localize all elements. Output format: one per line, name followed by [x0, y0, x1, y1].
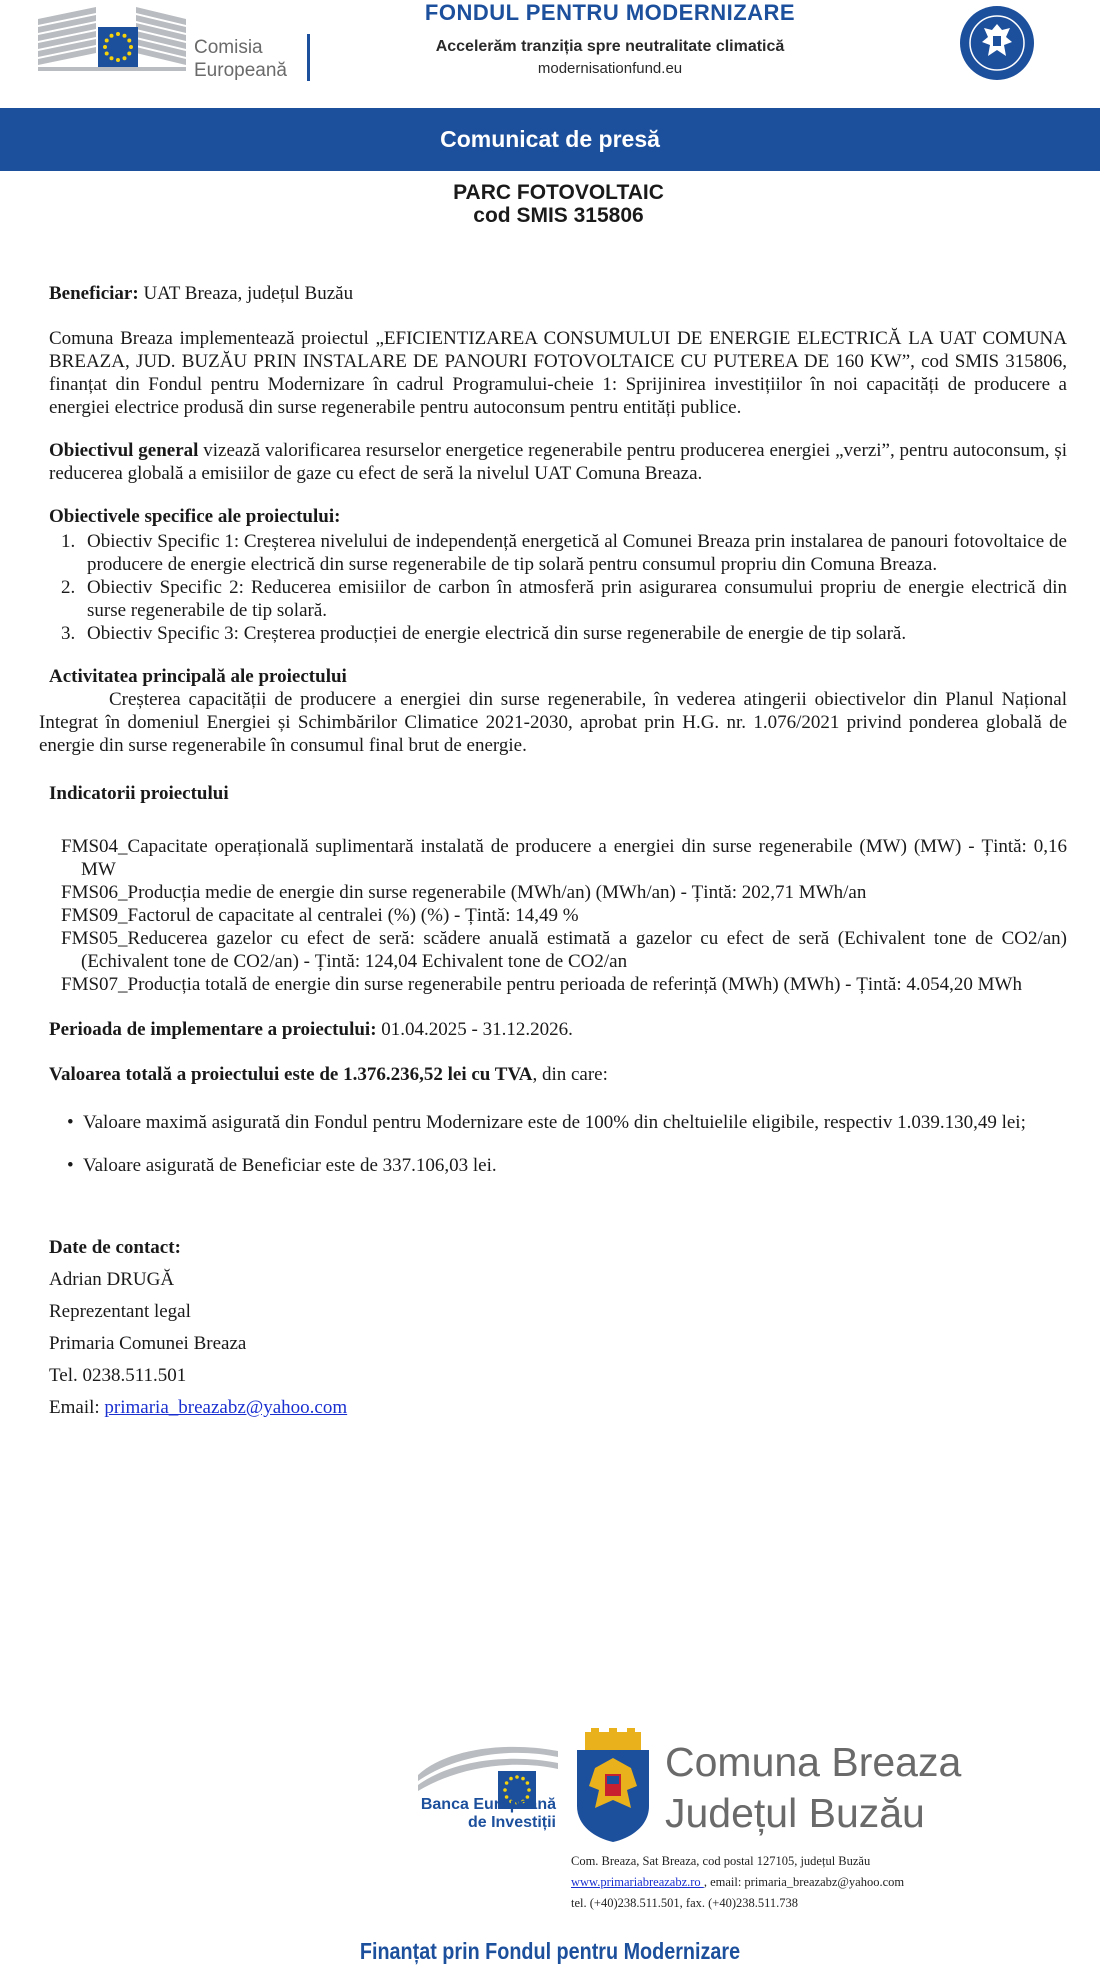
- implementation-period-value: 01.04.2025 - 31.12.2026.: [376, 1019, 573, 1040]
- list-item-text: Valoare maximă asigurată din Fondul pentru Modernizare este de 100% din cheltuielile eligibile, respectiv 1.039.130,49 lei;: [83, 1112, 1026, 1133]
- indicators-list: [49, 835, 1067, 996]
- beneficiary-label: Beneficiar:: [49, 283, 139, 304]
- list-item: [49, 1111, 1067, 1134]
- footer-address-block: [571, 1851, 904, 1914]
- implementation-period-label: Perioada de implementare a proiectului:: [49, 1019, 377, 1040]
- bullet-icon: •: [67, 1155, 74, 1176]
- indicator-item: FMS09_Factorul de capacitate al centralei (%) (%) - Țintă: 14,49 %: [61, 905, 579, 926]
- footer-website-link[interactable]: www.primariabreazabz.ro: [571, 1875, 704, 1889]
- list-item: [49, 530, 1067, 576]
- document-body: [39, 282, 1067, 1424]
- indicator-item: FMS07_Producția totală de energie din surse regenerabile pentru perioada de referință (MWh) (MWh) - Țintă: 4.054,20 MWh: [61, 974, 1022, 995]
- list-item-text: Valoare asigurată de Beneficiar este de 337.106,03 lei.: [83, 1155, 497, 1176]
- contact-name: Adrian DRUGĂ: [49, 1269, 175, 1290]
- funded-by-line: Finanțat prin Fondul pentru Modernizare: [359, 1938, 741, 1964]
- contact-email-link[interactable]: primaria_breazabz@yahoo.com: [104, 1397, 348, 1418]
- footer-web-email: [571, 1872, 904, 1893]
- contact-heading-text: Date de contact:: [49, 1237, 181, 1258]
- main-activity-text: Creșterea capacității de producere a energiei din surse regenerabile, în vederea atingerii obiectivelor din Planul Național Integrat în domeniul Energiei și Schimbărilor Climatice 2021-2030, aprobat prin H.G. nr. 1.076/2021 privind ponderea globală de energie din surse regenerabile în consumul final brut de energie.: [39, 689, 1067, 756]
- contact-institution: Primaria Comunei Breaza: [49, 1333, 247, 1354]
- title-line1: PARC FOTOVOLTAIC: [453, 181, 664, 204]
- specific-objectives-heading-text: Obiectivele specifice ale proiectului:: [49, 506, 341, 527]
- footer-email: , email: primaria_breazabz@yahoo.com: [703, 1875, 905, 1889]
- specific-objectives-list: [49, 530, 1067, 645]
- beneficiary: [49, 282, 1067, 305]
- modernisation-fund-title: FONDUL PENTRU MODERNIZARE: [424, 0, 796, 25]
- total-value: [49, 1063, 1067, 1086]
- press-release-banner: Comunicat de presă: [0, 108, 1100, 171]
- implementation-period: [49, 1018, 1067, 1041]
- list-item-text: Obiectiv Specific 3: Creșterea producției de energie electrică din surse regenerabile de energie de tip solară.: [87, 623, 907, 644]
- indicators-heading-text: Indicatorii proiectului: [49, 783, 229, 804]
- general-objective: [49, 439, 1067, 485]
- ec-name-line1: Comisia: [194, 37, 263, 58]
- list-item-text: Obiectiv Specific 2: Reducerea emisiilor de carbon în atmosferă prin asigurarea consumului propriu de energie electrică din surse regenerabile de tip solară.: [87, 577, 1067, 621]
- contact-block: [49, 1232, 1067, 1424]
- bullet-icon: •: [67, 1112, 74, 1133]
- indicator-item: FMS06_Producția medie de energie din surse regenerabile (MWh/an) (MWh/an) - Țintă: 202,71 MWh/an: [61, 882, 867, 903]
- general-objective-label: Obiectivul general: [49, 440, 199, 461]
- contact-email-label: Email:: [49, 1397, 105, 1418]
- european-commission-name: [194, 36, 287, 82]
- commune-name-line2: Județul Buzău: [665, 1790, 925, 1836]
- specific-objectives-heading: [49, 505, 1067, 528]
- contact-phone: Tel. 0238.511.501: [49, 1365, 187, 1386]
- breaza-coat-of-arms: [573, 1728, 653, 1843]
- total-value-label: Valoarea totală a proiectului este de 1.376.236,52 lei cu TVA: [49, 1064, 533, 1085]
- commune-name-line1: Comuna Breaza: [665, 1739, 962, 1785]
- contact-email: [49, 1392, 1067, 1424]
- commune-name: [665, 1737, 961, 1839]
- main-activity-heading-text: Activitatea principală ale proiectului: [49, 666, 347, 687]
- document-title: [0, 181, 1100, 227]
- list-item: [49, 576, 1067, 622]
- main-activity-heading: [49, 665, 1067, 688]
- list-item-number: 3.: [61, 623, 76, 644]
- title-line2: cod SMIS 315806: [473, 204, 644, 227]
- footer-address: Com. Breaza, Sat Breaza, cod postal 127105, județul Buzău: [571, 1854, 871, 1868]
- beneficiary-value: UAT Breaza, județul Buzău: [138, 283, 354, 304]
- modernisation-fund-tagline: Accelerăm tranziția spre neutralitate climatică: [435, 38, 785, 55]
- intro-paragraph: Comuna Breaza implementează proiectul „EFICIENTIZAREA CONSUMULUI DE ENERGIE ELECTRICĂ LA UAT COMUNA BREAZA, JUD. BUZĂU PRIN INSTALARE DE PANOURI FOTOVOLTAICE CU PUTEREA DE 160 KW”, cod SMIS 315806, finanțat din Fondul pentru Modernizare în cadrul Programului-cheie 1: Sprijinirea investițiilor în noi capacități de producere a energiei electrice produsă din surse regenerabile pentru autoconsum pentru entități publice.: [49, 328, 1067, 418]
- list-item: [49, 622, 1067, 645]
- footer-phones: tel. (+40)238.511.501, fax. (+40)238.511.738: [571, 1896, 799, 1910]
- value-breakdown-list: [49, 1111, 1067, 1177]
- contact-heading: [49, 1232, 1067, 1264]
- list-item-text: Obiectiv Specific 1: Creșterea nivelului de independență energetică al Comunei Breaza prin instalarea de panouri fotovoltaice de producere de energie electrică din surse regenerabile de tip solară pentru consumul propriu din Comuna Breaza.: [87, 531, 1067, 575]
- indicator-item: FMS04_Capacitate operațională suplimentară instalată de producere a energiei din surse regenerabile (MW) (MW) - Țintă: 0,16 MW: [61, 836, 1067, 880]
- eib-name-line1: Banca Europeană: [420, 1796, 556, 1813]
- indicator-item: FMS05_Reducerea gazelor cu efect de seră: scădere anuală estimată a gazelor cu efect de seră (Echivalent tone de CO2/an) (Echivalent tone de CO2/an) - Țintă: 124,04 Echivalent tone de CO2/an: [61, 928, 1067, 972]
- total-value-suffix: , din care:: [532, 1064, 608, 1085]
- contact-role: Reprezentant legal: [49, 1301, 191, 1322]
- romanian-government-seal: [958, 4, 1036, 82]
- indicators-heading: [49, 782, 1067, 805]
- ec-divider: [307, 34, 310, 81]
- modernisation-fund-url: modernisationfund.eu: [537, 60, 683, 77]
- ec-name-line2: Europeană: [194, 60, 287, 81]
- eib-name: [416, 1796, 556, 1832]
- general-objective-text: vizează valorificarea resurselor energetice regenerabile pentru producerea energiei „verzi”, pentru autoconsum, și reducerea globală a emisiilor de gaze cu efect de seră la nivelul UAT Comuna Breaza.: [49, 440, 1067, 484]
- list-item-number: 2.: [61, 577, 76, 598]
- eib-name-line2: de Investiții: [467, 1814, 556, 1831]
- list-item-number: 1.: [61, 531, 76, 552]
- page-header: [0, 0, 1100, 152]
- list-item: [49, 1154, 1067, 1177]
